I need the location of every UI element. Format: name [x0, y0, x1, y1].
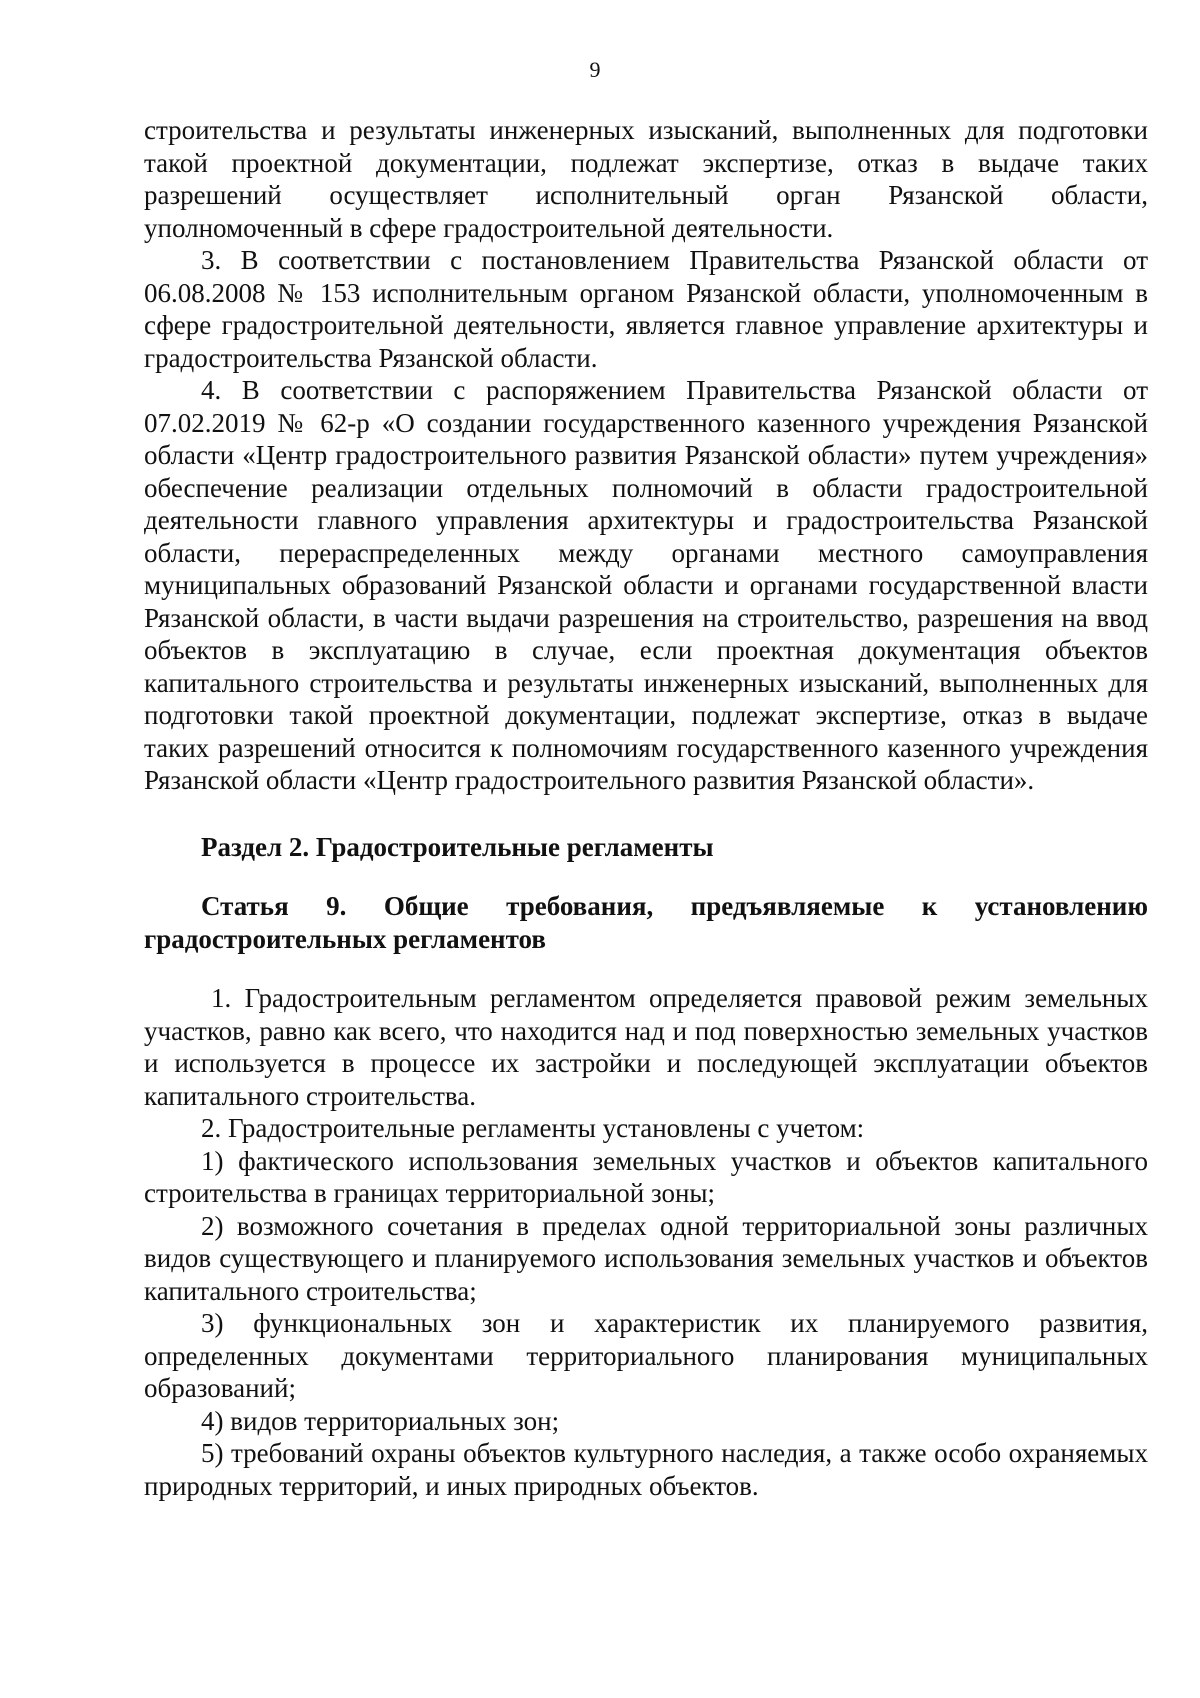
article-subitem-1: 1) фактического использования земельных участков и объектов капитального строительства в границах территориальной зоны; [144, 1145, 1148, 1208]
article-subitem-2: 2) возможного сочетания в пределах одной территориальной зоны различных видов существующего и планируемого использования земельных участков и объектов капитального строительства; [144, 1210, 1148, 1306]
article-subitem-3: 3) функциональных зон и характеристик их планируемого развития, определенных документами территориального планирования муниципальных образований; [144, 1308, 1148, 1403]
article-subitem-4: 4) видов территориальных зон; [201, 1405, 560, 1436]
article-item-2: 2. Градостроительные регламенты установлены с учетом: [201, 1113, 865, 1143]
article-subitem-5: 5) требований охраны объектов культурного наследия, а также особо охраняемых природных территорий, и иных природных объектов. [144, 1438, 1148, 1501]
paragraph-4: 4. В соответствии с распоряжением Правительства Рязанской области от 07.02.2019 № 62-р «О создании государственного казенного учреждения Рязанской области «Центр градостроительного развития Рязанской области» путем учреждения» обеспечение реализации отдельных полномочий в области градостроительной деятельности главного управления архитектуры и градостроительства Рязанской области, перераспределенных между органами местного самоуправления муниципальных образований Рязанской области и органами государственной власти Рязанской области, в части выдачи разрешения на строительство, разрешения на ввод объектов в эксплуатацию в случае, если проектная документация объектов капитального строительства и результаты инженерных изысканий, выполненных для подготовки такой проектной документации, подлежат экспертизе, отказ в выдаче таких разрешений относится к полномочиям государственного казенного учреждения Рязанской области «Центр градостроительного развития Рязанской области». [144, 375, 1148, 795]
paragraph-continuation: строительства и результаты инженерных изысканий, выполненных для подготовки такой проектной документации, подлежат экспертизе, отказ в выдаче таких разрешений осуществляет исполнительный орган Рязанской области, уполномоченный в сфере градостроительной деятельности. [144, 115, 1148, 243]
article-heading: Статья 9. Общие требования, предъявляемые к установлению градостроительных регламентов [144, 891, 1148, 954]
page-number: 9 [589, 57, 601, 82]
section-heading: Раздел 2. Градостроительные регламенты [201, 831, 714, 862]
paragraph-3: 3. В соответствии с постановлением Правительства Рязанской области от 06.08.2008 № 153 исполнительным органом Рязанской области, уполномоченным в сфере градостроительной деятельности, является главное управление архитектуры и градостроительства Рязанской области. [144, 245, 1148, 373]
document-body [144, 114, 1148, 1502]
article-item-1: 1. Градостроительным регламентом определяется правовой режим земельных участков, равно как всего, что находится над и под поверхностью земельных участков и используется в процессе их застройки и последующей эксплуатации объектов капитального строительства. [144, 983, 1148, 1111]
